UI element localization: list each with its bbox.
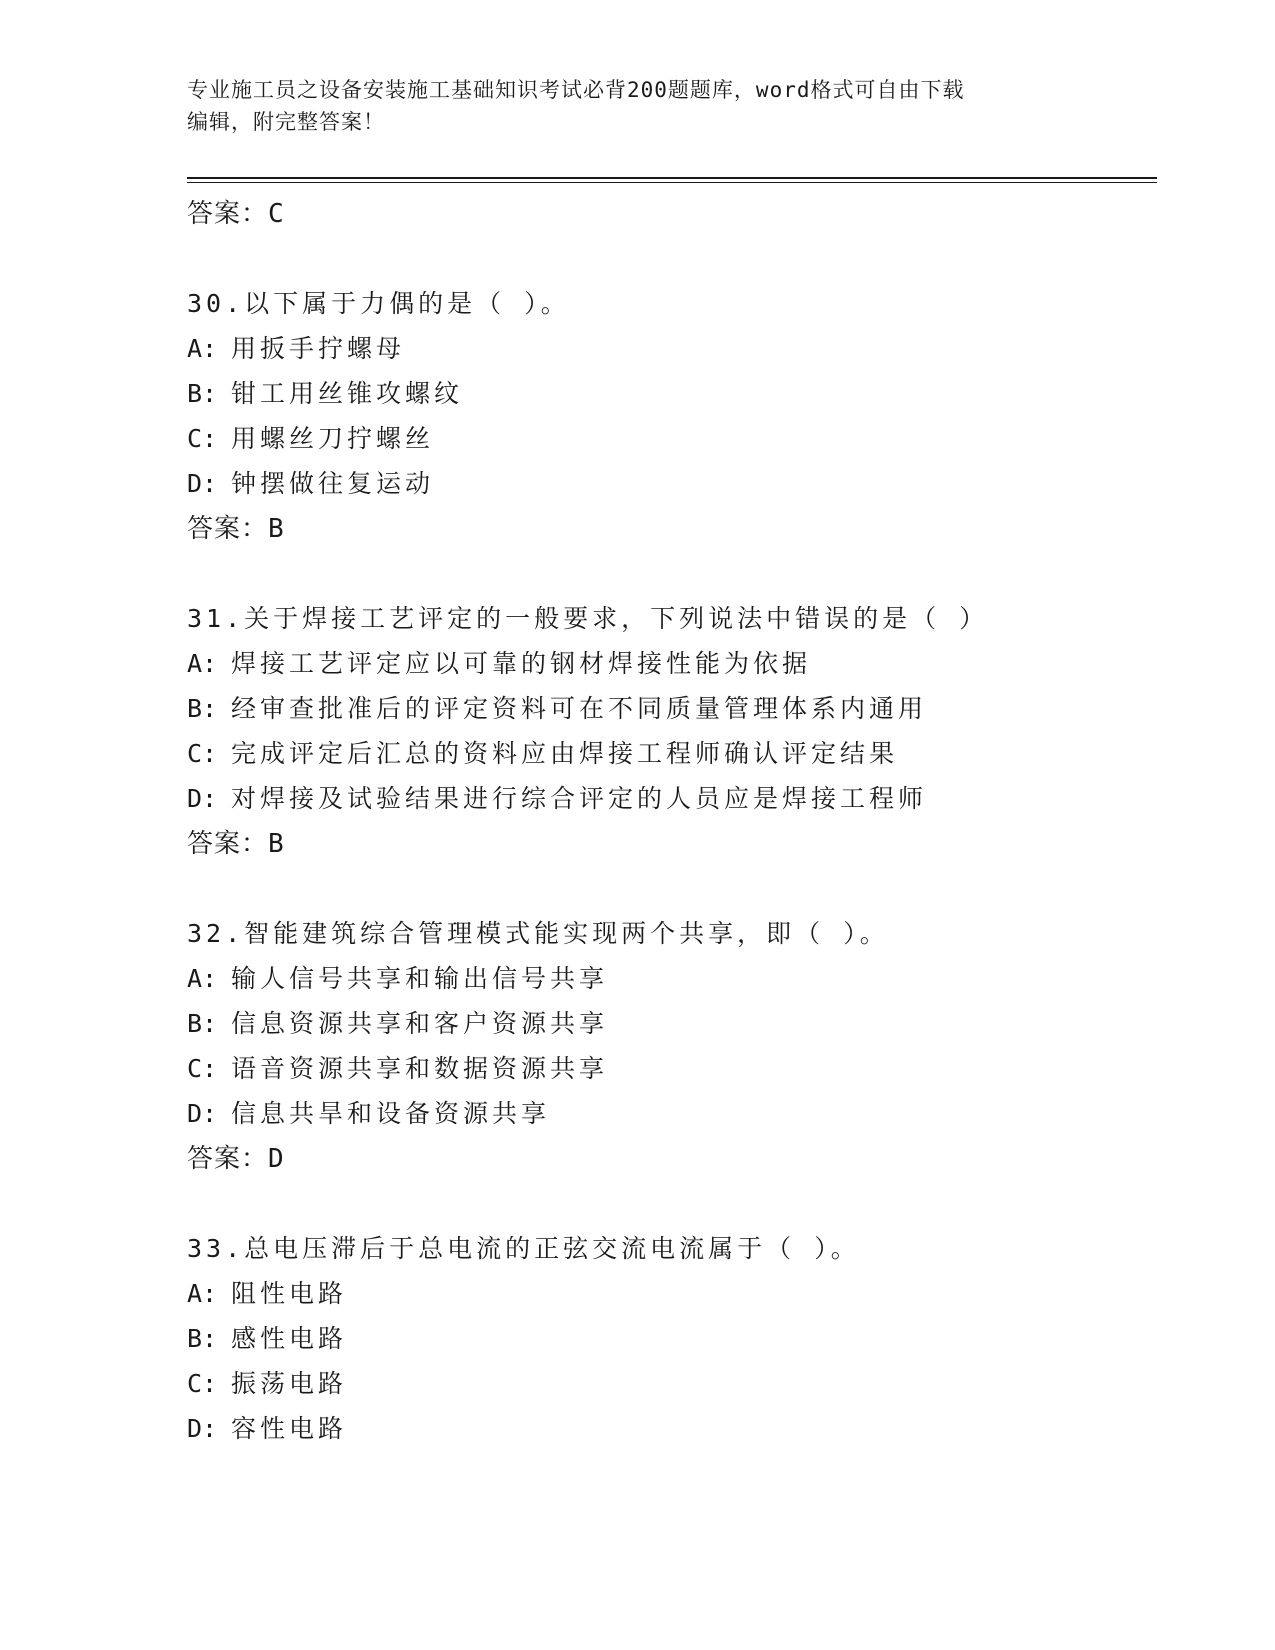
option-letter: A:: [187, 649, 218, 678]
spacer: [187, 237, 1147, 281]
answer-line: 答案：B: [187, 829, 285, 859]
question-text: 30.以下属于力偶的是（ ）。: [187, 289, 570, 318]
question-block: [187, 1226, 1147, 1451]
option-letter: D:: [187, 1099, 218, 1128]
question-text: 31.关于焊接工艺评定的一般要求，下列说法中错误的是（ ）: [187, 604, 989, 633]
option-text: 信息资源共享和客户资源共享: [231, 1009, 609, 1038]
option-letter: A:: [187, 964, 218, 993]
option-text: 容性电路: [231, 1414, 348, 1443]
spacer: [187, 1182, 1147, 1226]
option-d: [187, 1406, 1147, 1451]
spacer: [187, 552, 1147, 596]
header-title-line-1: 专业施工员之设备安装施工基础知识考试必背200题题库，word格式可自由下载: [187, 78, 965, 102]
option-text: 输人信号共享和输出信号共享: [231, 964, 609, 993]
option-b: [187, 686, 1147, 731]
question-text: 33.总电压滞后于总电流的正弦交流电流属于（ ）。: [187, 1234, 860, 1263]
answer-line: 答案：B: [187, 514, 285, 544]
option-letter: B:: [187, 694, 218, 723]
question-block: [187, 281, 1147, 552]
option-letter: C:: [187, 1054, 218, 1083]
question-list: [187, 191, 1147, 1451]
header-rule-thick: [187, 177, 1157, 179]
option-letter: C:: [187, 424, 218, 453]
question-text: 32.智能建筑综合管理模式能实现两个共享，即（ ）。: [187, 919, 889, 948]
option-text: 钟摆做往复运动: [231, 469, 435, 498]
option-c: [187, 731, 1147, 776]
option-c: [187, 1361, 1147, 1406]
option-text: 钳工用丝锥攻螺纹: [231, 379, 464, 408]
option-b: [187, 371, 1147, 416]
option-d: [187, 776, 1147, 821]
option-a: [187, 956, 1147, 1001]
option-letter: D:: [187, 1414, 218, 1443]
option-text: 感性电路: [231, 1324, 348, 1353]
option-text: 经审查批准后的评定资料可在不同质量管理体系内通用: [231, 694, 928, 723]
option-letter: C:: [187, 739, 218, 768]
option-text: 信息共旱和设备资源共享: [231, 1099, 551, 1128]
option-letter: B:: [187, 1324, 218, 1353]
option-c: [187, 1046, 1147, 1091]
header-title-line-2: 编辑，附完整答案！: [187, 110, 385, 134]
option-letter: A:: [187, 1279, 218, 1308]
option-a: [187, 1271, 1147, 1316]
option-text: 阻性电路: [231, 1279, 348, 1308]
document-header: [187, 74, 1087, 138]
option-b: [187, 1316, 1147, 1361]
question-block: [187, 911, 1147, 1182]
option-c: [187, 416, 1147, 461]
option-letter: C:: [187, 1369, 218, 1398]
option-text: 用扳手拧螺母: [231, 334, 406, 363]
option-d: [187, 461, 1147, 506]
option-letter: B:: [187, 379, 218, 408]
option-letter: D:: [187, 784, 218, 813]
option-d: [187, 1091, 1147, 1136]
option-text: 完成评定后汇总的资料应由焊接工程师确认评定结果: [231, 739, 899, 768]
option-letter: D:: [187, 469, 218, 498]
option-a: [187, 641, 1147, 686]
answer-line: 答案：D: [187, 1144, 285, 1174]
option-a: [187, 326, 1147, 371]
option-text: 焊接工艺评定应以可靠的钢材焊接性能为依据: [231, 649, 812, 678]
option-text: 语音资源共享和数据资源共享: [231, 1054, 609, 1083]
option-text: 振荡电路: [231, 1369, 348, 1398]
option-text: 对焊接及试验结果进行综合评定的人员应是焊接工程师: [231, 784, 928, 813]
spacer: [187, 867, 1147, 911]
question-block: [187, 596, 1147, 867]
option-b: [187, 1001, 1147, 1046]
header-rule-thin: [187, 182, 1157, 183]
option-letter: B:: [187, 1009, 218, 1038]
option-text: 用螺丝刀拧螺丝: [231, 424, 435, 453]
answer-line: 答案：C: [187, 199, 285, 229]
option-letter: A:: [187, 334, 218, 363]
